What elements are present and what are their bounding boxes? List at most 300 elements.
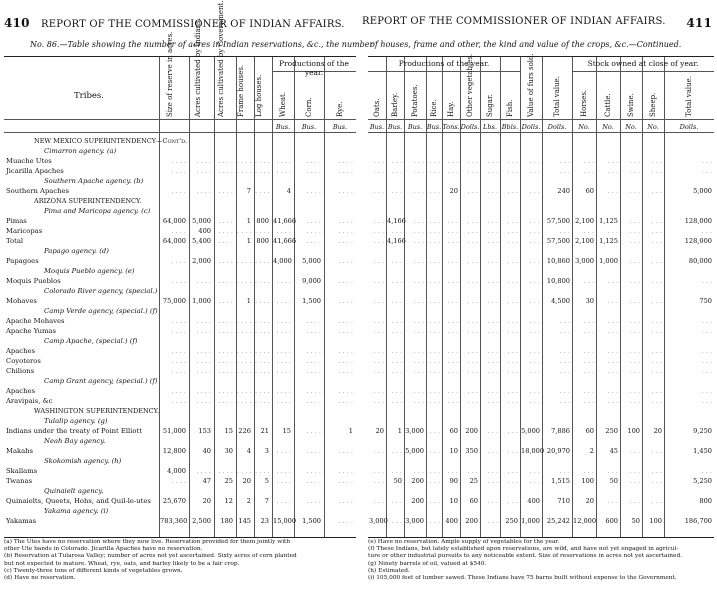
table-cell: . . . — [467, 277, 478, 285]
right-header: Barley. — [391, 92, 399, 117]
table-cell: . . . . — [196, 357, 211, 365]
table-cell: . . . . — [276, 477, 291, 485]
table-cell: . . . . — [306, 227, 321, 235]
table-cell: . . . — [429, 237, 440, 245]
table-cell: . . . . — [255, 277, 270, 285]
table-cell: . . . . — [255, 187, 270, 195]
footnote: (h) Estimated. — [368, 567, 410, 574]
table-cell: 7 — [264, 497, 269, 505]
table-cell: . . . — [607, 467, 618, 475]
table-cell: . . . . — [171, 477, 186, 485]
right-header: Swine. — [627, 93, 635, 117]
table-cell: . . . — [651, 347, 662, 355]
tribe-row-label: Southern Apaches — [6, 187, 70, 195]
table-cell: . . . — [583, 397, 594, 405]
table-cell: . . . . — [237, 467, 252, 475]
table-cell: . . . — [447, 327, 458, 335]
table-cell: 200 — [411, 497, 424, 505]
table-cell: . . . — [507, 497, 518, 505]
table-cell: . . . — [529, 357, 540, 365]
table-cell: . . . . — [306, 467, 321, 475]
agency-heading: Moquis Pueblo agency. (e) — [44, 267, 135, 275]
right-unit: Bus. — [426, 123, 442, 131]
table-cell: . . . . — [255, 227, 270, 235]
table-cell: 145 — [238, 517, 251, 525]
table-cell: 200 — [465, 427, 478, 435]
table-cell: . . . . — [338, 327, 353, 335]
table-cell: . . . — [373, 157, 384, 165]
table-cell: . . . . — [306, 217, 321, 225]
table-cell: . . . . — [306, 497, 321, 505]
table-cell: 60 — [585, 187, 594, 195]
table-cell: . . . — [583, 357, 594, 365]
table-cell: . . . — [607, 327, 618, 335]
table-cell: . . . — [487, 187, 498, 195]
table-cell: . . . — [559, 327, 570, 335]
table-cell: . . . . — [338, 497, 353, 505]
table-cell: . . . — [607, 277, 618, 285]
tribe-row-label: Makahs — [6, 447, 34, 455]
left-header-size: Size of reserve in acres. — [166, 31, 174, 117]
right-header: Horses. — [580, 89, 588, 117]
table-cell: . . . — [607, 227, 618, 235]
table-cell: 350 — [465, 447, 478, 455]
table-cell: . . . — [507, 167, 518, 175]
table-cell: . . . — [559, 387, 570, 395]
table-cell: . . . . — [338, 317, 353, 325]
table-cell: . . . — [629, 297, 640, 305]
table-cell: . . . — [529, 277, 540, 285]
table-cell: . . . — [373, 317, 384, 325]
table-cell: 2 — [589, 447, 594, 455]
table-cell: . . . . — [338, 397, 353, 405]
table-cell: 100 — [627, 427, 640, 435]
table-cell: . . . — [413, 237, 424, 245]
table-cell: . . . — [413, 157, 424, 165]
table-cell: . . . . — [218, 277, 233, 285]
table-cell: . . . — [391, 497, 402, 505]
table-cell: . . . — [507, 387, 518, 395]
table-cell: . . . — [467, 367, 478, 375]
table-cell: . . . . — [306, 447, 321, 455]
tribe-row-label: Muache Utes — [6, 157, 52, 165]
left-table-subtitle: No. 86.—Table showing the number of acres in Indian reservations, &c., the number — [30, 40, 374, 49]
table-cell: . . . — [583, 227, 594, 235]
table-cell: . . . — [429, 347, 440, 355]
table-cell: 20 — [242, 477, 251, 485]
agency-heading: Pima and Maricopa agency. (c) — [44, 207, 151, 215]
table-cell: . . . . — [306, 427, 321, 435]
table-cell: 250 — [505, 517, 518, 525]
agency-heading: Papago agency. (d) — [44, 247, 109, 255]
table-cell: . . . . — [171, 357, 186, 365]
table-cell: . . . — [529, 477, 540, 485]
table-cell: . . . — [487, 227, 498, 235]
table-cell: . . . . — [276, 347, 291, 355]
table-cell: 1,125 — [599, 217, 618, 225]
table-cell: 1 — [397, 427, 402, 435]
footnote: (g) Ninety barrels of oil, valued at $540. — [368, 560, 487, 567]
table-cell: . . . — [701, 387, 712, 395]
table-cell: . . . — [559, 397, 570, 405]
table-cell: . . . . — [237, 327, 252, 335]
right-header: Hay. — [447, 101, 455, 117]
right-unit: No. — [602, 123, 614, 131]
table-cell: . . . — [413, 297, 424, 305]
table-cell: . . . . — [276, 227, 291, 235]
table-cell: . . . — [373, 227, 384, 235]
table-cell: . . . — [559, 347, 570, 355]
table-cell: . . . — [607, 497, 618, 505]
table-cell: . . . — [413, 257, 424, 265]
table-cell: . . . — [651, 237, 662, 245]
right-unit: Tons. — [442, 123, 460, 131]
table-cell: . . . — [429, 317, 440, 325]
table-cell: . . . — [373, 167, 384, 175]
left-header-cultivated_gov: Acres cultivated by Government. — [217, 0, 225, 117]
table-cell: . . . — [629, 357, 640, 365]
table-cell: . . . — [559, 227, 570, 235]
table-cell: . . . . — [218, 327, 233, 335]
tribe-row-label: Papagoes — [6, 257, 39, 265]
table-cell: . . . — [373, 477, 384, 485]
table-cell: 50 — [393, 477, 402, 485]
table-cell: . . . — [447, 367, 458, 375]
table-cell: . . . — [467, 357, 478, 365]
table-cell: . . . — [559, 467, 570, 475]
table-cell: 750 — [699, 297, 712, 305]
right-table-subtitle: of houses, frame and other, the kind and value of the crops, &c.—Continued. — [370, 40, 682, 49]
right-header: Sheep. — [649, 92, 657, 117]
table-cell: . . . — [629, 157, 640, 165]
table-cell: . . . . — [338, 167, 353, 175]
table-cell: . . . — [607, 367, 618, 375]
table-cell: . . . — [651, 217, 662, 225]
table-cell: . . . — [467, 387, 478, 395]
table-cell: 12 — [224, 497, 233, 505]
table-cell: 2,000 — [192, 257, 211, 265]
footnote: (a) The Utes have no reservation where they now live. Reservation provided for them jointly with — [4, 539, 291, 545]
table-cell: . . . — [507, 397, 518, 405]
table-cell: . . . — [391, 167, 402, 175]
table-cell: 128,000 — [684, 237, 712, 245]
section-heading: WASHINGTON SUPERINTENDENCY. — [34, 407, 160, 415]
table-cell: . . . — [487, 217, 498, 225]
right-header: Total value. — [685, 75, 693, 117]
tribe-row-label: Aravipais, &c — [6, 397, 53, 405]
table-cell: . . . . — [196, 277, 211, 285]
table-cell: . . . . — [276, 317, 291, 325]
table-cell: 60 — [585, 427, 594, 435]
table-cell: . . . — [447, 297, 458, 305]
table-cell: . . . . — [306, 157, 321, 165]
table-cell: . . . — [487, 357, 498, 365]
table-cell: . . . — [391, 327, 402, 335]
table-cell: . . . — [429, 157, 440, 165]
table-cell: . . . . — [237, 157, 252, 165]
table-cell: . . . — [607, 317, 618, 325]
table-cell: . . . — [629, 367, 640, 375]
left-header-rule — [4, 119, 356, 120]
table-cell: . . . — [467, 157, 478, 165]
table-cell: . . . — [507, 217, 518, 225]
table-cell: . . . — [447, 317, 458, 325]
table-cell: . . . — [447, 357, 458, 365]
table-cell: . . . — [373, 297, 384, 305]
table-cell: . . . — [507, 277, 518, 285]
table-cell: . . . — [373, 357, 384, 365]
table-cell: . . . — [429, 427, 440, 435]
table-cell: 20,970 — [546, 447, 570, 455]
table-cell: 5,000 — [192, 217, 211, 225]
table-cell: . . . — [391, 187, 402, 195]
table-cell: 12,000 — [573, 517, 597, 525]
table-cell: . . . . — [276, 467, 291, 475]
table-cell: 25,242 — [546, 517, 570, 525]
table-cell: . . . — [487, 157, 498, 165]
left-header-log: Log houses. — [255, 74, 263, 117]
table-cell: . . . . — [218, 237, 233, 245]
table-cell: . . . — [651, 327, 662, 335]
table-cell: . . . . — [276, 357, 291, 365]
table-cell: 4,000 — [273, 257, 292, 265]
left-unit: Bus. — [301, 123, 317, 131]
tribe-row-label: Moquis Pueblos — [6, 277, 61, 285]
right-footnotes — [368, 539, 714, 582]
table-cell: 5 — [264, 477, 269, 485]
table-cell: 5,000 — [405, 447, 424, 455]
right-page — [362, 0, 714, 600]
table-cell: . . . . — [338, 467, 353, 475]
table-cell: . . . — [651, 397, 662, 405]
table-cell: . . . . — [196, 157, 211, 165]
table-cell: . . . — [467, 257, 478, 265]
table-cell: . . . . — [306, 237, 321, 245]
table-cell: . . . — [373, 467, 384, 475]
table-cell: 1,450 — [693, 447, 712, 455]
table-cell: . . . — [629, 447, 640, 455]
table-cell: . . . — [391, 277, 402, 285]
table-cell: . . . — [701, 277, 712, 285]
table-cell: . . . — [507, 227, 518, 235]
table-cell: 1,500 — [302, 517, 321, 525]
table-cell: . . . — [701, 167, 712, 175]
table-cell: . . . — [629, 317, 640, 325]
table-cell: . . . — [629, 347, 640, 355]
table-cell: 226 — [238, 427, 251, 435]
table-cell: 15 — [282, 427, 291, 435]
table-cell: . . . — [487, 477, 498, 485]
table-cell: 1,000 — [599, 257, 618, 265]
right-unit: Bus. — [387, 123, 403, 131]
table-cell: . . . — [487, 327, 498, 335]
table-cell: . . . . — [218, 367, 233, 375]
table-cell: 7,886 — [551, 427, 570, 435]
table-cell: 1 — [246, 217, 251, 225]
table-cell: 20 — [202, 497, 211, 505]
table-cell: . . . . — [255, 327, 270, 335]
table-cell: . . . . — [338, 297, 353, 305]
tribe-row-label: Apache Yumas — [6, 327, 56, 335]
table-cell: . . . . — [306, 387, 321, 395]
table-cell: . . . — [529, 367, 540, 375]
table-cell: . . . . — [255, 357, 270, 365]
table-cell: . . . . — [171, 317, 186, 325]
table-cell: 2,500 — [192, 517, 211, 525]
table-cell: . . . — [583, 167, 594, 175]
right-group-rule-2 — [572, 71, 714, 72]
table-cell: 75,000 — [162, 297, 186, 305]
table-cell: . . . . — [171, 367, 186, 375]
table-cell: . . . — [507, 347, 518, 355]
table-cell: . . . — [529, 187, 540, 195]
table-cell: 1,500 — [302, 297, 321, 305]
table-cell: . . . — [529, 297, 540, 305]
table-cell: . . . — [373, 367, 384, 375]
table-cell: . . . — [507, 157, 518, 165]
table-cell: 5,250 — [693, 477, 712, 485]
table-cell: . . . — [507, 477, 518, 485]
table-cell: . . . — [629, 467, 640, 475]
table-cell: . . . . — [338, 477, 353, 485]
table-cell: . . . — [429, 517, 440, 525]
table-cell: . . . — [413, 347, 424, 355]
table-cell: . . . — [413, 367, 424, 375]
table-cell: 3 — [264, 447, 269, 455]
table-cell: . . . . — [171, 257, 186, 265]
table-cell: . . . . — [237, 357, 252, 365]
table-cell: . . . . — [276, 297, 291, 305]
table-cell: . . . . — [338, 277, 353, 285]
table-cell: 1 — [246, 297, 251, 305]
table-cell: . . . — [447, 397, 458, 405]
right-unit: Dolls. — [460, 123, 480, 131]
table-cell: . . . — [391, 387, 402, 395]
table-cell: . . . . — [276, 447, 291, 455]
table-cell: 5,000 — [521, 427, 540, 435]
footnote: (e) Have no reservation. Ample supply of vegetables for the year. — [368, 539, 560, 545]
agency-heading: Camp Grant agency, (special.) (f) — [44, 377, 158, 385]
tribe-row-label: Pimas — [6, 217, 27, 225]
table-cell: 186,700 — [684, 517, 712, 525]
table-cell: . . . — [583, 367, 594, 375]
right-unit: Bus. — [369, 123, 385, 131]
table-cell: 15,000 — [273, 517, 297, 525]
section-heading: ARIZONA SUPERINTENDENCY. — [34, 197, 142, 205]
table-cell: . . . . — [218, 227, 233, 235]
table-cell: 64,000 — [162, 217, 186, 225]
table-cell: . . . . — [255, 397, 270, 405]
table-cell: 400 — [527, 497, 540, 505]
table-cell: 4,166 — [387, 237, 406, 245]
tribe-row-label: Apaches — [6, 387, 36, 395]
table-cell: 3,000 — [405, 427, 424, 435]
table-cell: . . . — [429, 497, 440, 505]
table-cell: 1 — [246, 237, 251, 245]
table-cell: . . . — [429, 167, 440, 175]
table-cell: . . . — [373, 347, 384, 355]
left-header-frame: Frame houses. — [237, 64, 245, 117]
table-cell: . . . . — [171, 397, 186, 405]
table-cell: . . . . — [255, 167, 270, 175]
table-cell: . . . — [467, 317, 478, 325]
table-cell: 2,100 — [575, 237, 594, 245]
table-cell: . . . — [487, 497, 498, 505]
table-cell: . . . — [629, 497, 640, 505]
table-cell: . . . . — [306, 187, 321, 195]
table-cell: . . . — [467, 327, 478, 335]
table-cell: 153 — [198, 427, 211, 435]
table-cell: . . . — [391, 357, 402, 365]
table-cell: 3,000 — [369, 517, 388, 525]
table-cell: . . . — [487, 167, 498, 175]
table-cell: . . . . — [306, 317, 321, 325]
table-cell: 5,400 — [192, 237, 211, 245]
left-footnotes — [4, 539, 350, 582]
table-cell: 180 — [220, 517, 233, 525]
table-cell: 50 — [609, 477, 618, 485]
table-cell: 51,000 — [162, 427, 186, 435]
table-cell: . . . . — [338, 387, 353, 395]
tribe-row-label: Mohaves — [6, 297, 37, 305]
table-cell: . . . . — [218, 217, 233, 225]
left-header-cultivated_indians: Acres cultivated by Indians. — [193, 18, 202, 117]
table-cell: . . . — [559, 157, 570, 165]
table-cell: . . . . — [237, 257, 252, 265]
table-cell: . . . . — [306, 397, 321, 405]
table-cell: . . . — [373, 257, 384, 265]
left-running-head — [4, 16, 354, 30]
table-cell: 25 — [469, 477, 478, 485]
table-cell: . . . — [467, 397, 478, 405]
right-unit: No. — [625, 123, 637, 131]
right-header: Rice. — [430, 99, 438, 117]
table-cell: . . . — [391, 257, 402, 265]
section-heading: NEW MEXICO SUPERINTENDENCY—Cont'd. — [34, 137, 188, 145]
table-cell: . . . — [701, 327, 712, 335]
table-cell: . . . — [413, 317, 424, 325]
table-cell: . . . . — [306, 347, 321, 355]
agency-heading: Neah Bay agency. — [44, 437, 106, 445]
agency-heading: Cimarron agency. (a) — [44, 147, 117, 155]
table-cell: . . . . — [338, 237, 353, 245]
table-cell: . . . . — [276, 387, 291, 395]
table-cell: . . . — [507, 317, 518, 325]
table-cell: . . . — [487, 447, 498, 455]
table-cell: . . . — [529, 397, 540, 405]
table-cell: . . . . — [218, 397, 233, 405]
table-cell: 600 — [605, 517, 618, 525]
table-cell: . . . — [651, 497, 662, 505]
right-page-number: 411 — [686, 16, 712, 30]
table-cell: . . . — [487, 397, 498, 405]
table-cell: 800 — [256, 217, 269, 225]
table-cell: . . . . — [218, 157, 233, 165]
table-cell: 50 — [631, 517, 640, 525]
tribe-row-label: Apache Mohaves — [6, 317, 65, 325]
right-header: Value of furs sold. — [527, 53, 535, 117]
table-cell: . . . — [507, 367, 518, 375]
table-cell: . . . — [429, 277, 440, 285]
table-cell: 1,000 — [192, 297, 211, 305]
left-header-corn: Corn. — [305, 97, 313, 117]
table-cell: . . . . — [276, 397, 291, 405]
table-cell: . . . . — [255, 157, 270, 165]
table-cell: . . . . — [237, 367, 252, 375]
table-cell: . . . — [447, 387, 458, 395]
table-cell: . . . — [373, 187, 384, 195]
table-cell: . . . . — [171, 327, 186, 335]
